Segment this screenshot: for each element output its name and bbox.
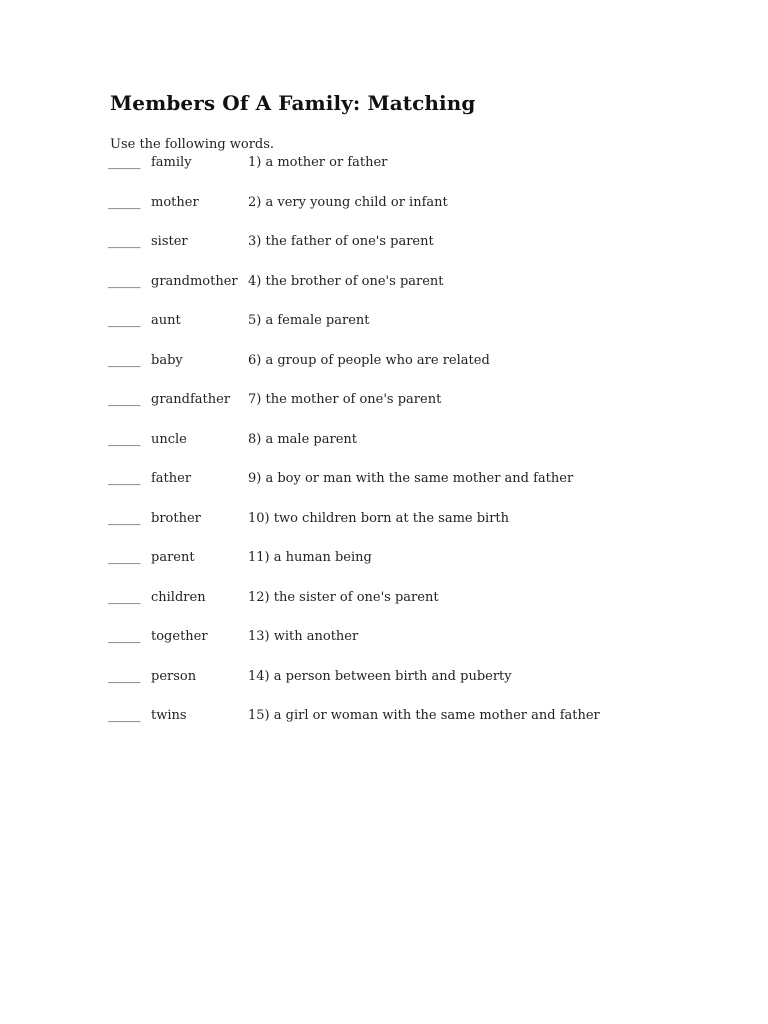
answer-blank: _____ xyxy=(108,629,141,644)
matching-row xyxy=(108,669,708,709)
matching-row xyxy=(108,234,708,274)
matching-row xyxy=(108,629,708,669)
matching-row xyxy=(108,708,708,748)
term-word: father xyxy=(151,471,192,486)
instructions-text: Use the following words. xyxy=(110,137,275,152)
definition-text: 15) a girl or woman with the same mother and father xyxy=(248,708,600,723)
term-word: mother xyxy=(151,194,199,210)
definition-text: 12) the sister of one's parent xyxy=(248,589,439,605)
matching-row xyxy=(108,471,708,511)
matching-row xyxy=(108,550,708,590)
term-word: baby xyxy=(151,352,183,368)
matching-row xyxy=(108,313,708,353)
definition-text: 7) the mother of one's parent xyxy=(248,392,442,407)
matching-row xyxy=(108,392,708,432)
matching-list xyxy=(108,155,708,748)
matching-row xyxy=(108,353,708,393)
term-word: grandmother xyxy=(151,273,238,289)
term-word: brother xyxy=(151,510,201,526)
matching-row xyxy=(108,590,708,630)
answer-blank: _____ xyxy=(108,352,141,368)
term-word: grandfather xyxy=(151,392,231,407)
answer-blank: _____ xyxy=(108,550,141,565)
definition-text: 8) a male parent xyxy=(248,431,357,447)
definition-text: 1) a mother or father xyxy=(248,155,388,170)
answer-blank: _____ xyxy=(108,668,141,684)
term-word: children xyxy=(151,589,206,605)
definition-text: 5) a female parent xyxy=(248,313,370,328)
answer-blank: _____ xyxy=(108,431,141,447)
definition-text: 2) a very young child or infant xyxy=(248,194,448,210)
term-word: family xyxy=(151,155,192,170)
matching-row xyxy=(108,274,708,314)
answer-blank: _____ xyxy=(108,313,141,328)
definition-text: 3) the father of one's parent xyxy=(248,234,434,249)
definition-text: 14) a person between birth and puberty xyxy=(248,668,512,684)
definition-text: 6) a group of people who are related xyxy=(248,352,490,368)
answer-blank: _____ xyxy=(108,155,141,170)
answer-blank: _____ xyxy=(108,589,141,605)
definition-text: 11) a human being xyxy=(248,550,372,565)
answer-blank: _____ xyxy=(108,471,141,486)
term-word: person xyxy=(151,668,197,684)
definition-text: 10) two children born at the same birth xyxy=(248,510,510,526)
term-word: uncle xyxy=(151,431,187,447)
page-title: Members Of A Family: Matching xyxy=(110,91,476,115)
answer-blank: _____ xyxy=(108,273,141,289)
term-word: aunt xyxy=(151,313,181,328)
matching-row xyxy=(108,195,708,235)
answer-blank: _____ xyxy=(108,708,141,723)
answer-blank: _____ xyxy=(108,234,141,249)
matching-row xyxy=(108,511,708,551)
term-word: twins xyxy=(151,708,187,723)
term-word: sister xyxy=(151,234,188,249)
definition-text: 9) a boy or man with the same mother and father xyxy=(248,471,574,486)
matching-row xyxy=(108,432,708,472)
answer-blank: _____ xyxy=(108,392,141,407)
answer-blank: _____ xyxy=(108,510,141,526)
term-word: parent xyxy=(151,550,195,565)
definition-text: 13) with another xyxy=(248,629,359,644)
term-word: together xyxy=(151,629,208,644)
answer-blank: _____ xyxy=(108,194,141,210)
matching-row xyxy=(108,155,708,195)
definition-text: 4) the brother of one's parent xyxy=(248,273,444,289)
